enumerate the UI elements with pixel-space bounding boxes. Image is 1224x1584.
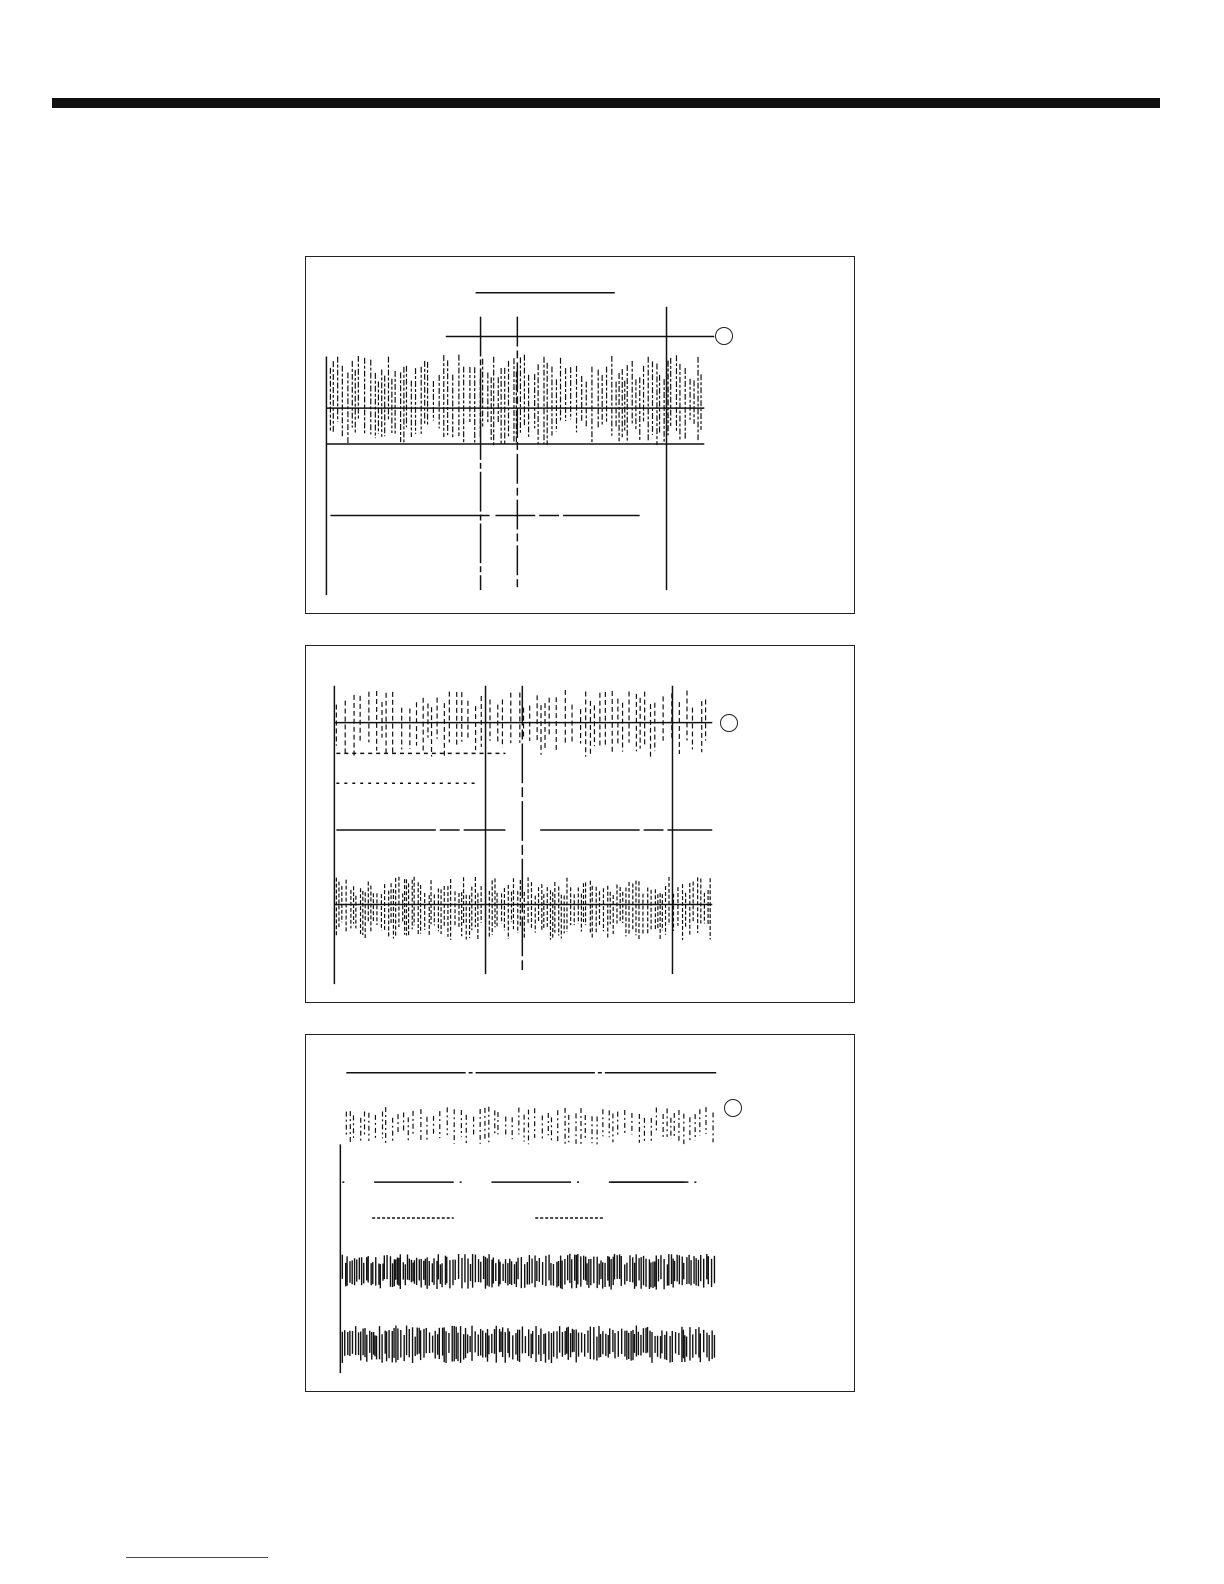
circle-marker-1: [715, 327, 733, 345]
circle-marker-2: [720, 714, 738, 732]
waveform-plot-1: [306, 257, 854, 613]
oscilloscope-panel-1: [305, 256, 855, 614]
oscilloscope-panel-2: [305, 645, 855, 1003]
waveform-plot-2: [306, 646, 854, 1002]
circle-marker-3: [724, 1099, 742, 1117]
header-rule: [52, 98, 1160, 108]
footer-link-underline[interactable]: [126, 1557, 268, 1558]
waveform-plot-3: [306, 1035, 854, 1391]
oscilloscope-panel-3: [305, 1034, 855, 1392]
